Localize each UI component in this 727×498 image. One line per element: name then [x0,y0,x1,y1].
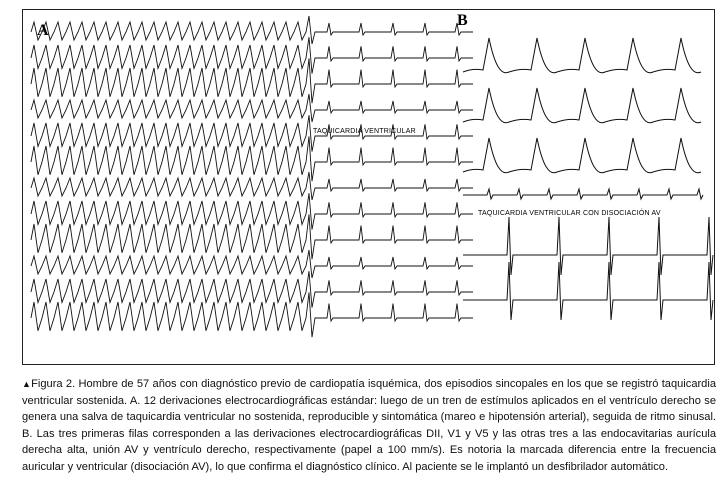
panel-a-lead-trace [31,271,473,307]
panel-a-traces [31,16,473,337]
figure-caption [22,376,716,476]
panel-a-lead-trace [31,250,473,278]
panel-a-letter: A [37,22,49,39]
ecg-figure [22,9,715,365]
panel-a-lead-trace [31,37,473,73]
panel-b-letter: B [457,12,468,29]
panel-b-atrial-trace [463,189,703,199]
ecg-tracings [23,10,715,365]
panel-a-lead-trace [31,193,473,229]
panel-b-surface-trace [463,138,701,173]
panel-a-lead-trace [31,94,473,122]
panel-b-label: TAQUICARDIA VENTRICULAR CON DISOCIACIÓN AV [478,210,661,217]
caption-triangle-icon: ▲ [22,379,32,389]
panel-b-surface-trace [463,38,701,73]
panel-a-label: TAQUICARDIA VENTRICULAR [313,128,416,135]
panel-b-traces [463,38,713,320]
panel-b-surface-trace [463,88,701,123]
caption-text: Figura 2. Hombre de 57 años con diagnóstico previo de cardiopatía isquémica, dos episodios sincopales en los que se registró taquicardia ventricular sostenida. A. 12 derivaciones electrocardiográficas estándar: luego de un tren de estímulos aplicados en el ventrículo derecho se genera una salva de taquicardia ventricular no sostenida, reproducible y sintomática (mareo e hipotensión arterial), seguida de ritmo sinusal. B. Las tres primeras filas corresponden a las derivaciones electrocardiográficas DII, V1 y V5 y las otras tres a las endocavitarias aurícula derecha alta, unión AV y ventrículo derecho, respectivamente (papel a 100 mm/s). Es notoria la marcada diferencia entre la frecuencia auricular y ventricular (disociación AV), lo que confirma el diagnóstico clínico. Al paciente se le implantó un desfibrilador automático. [22,378,716,473]
panel-a-lead-trace [31,16,473,44]
panel-b-ventricular-trace [463,262,713,320]
panel-a-lead-trace [31,172,473,200]
panel-b-his-trace [463,217,713,275]
